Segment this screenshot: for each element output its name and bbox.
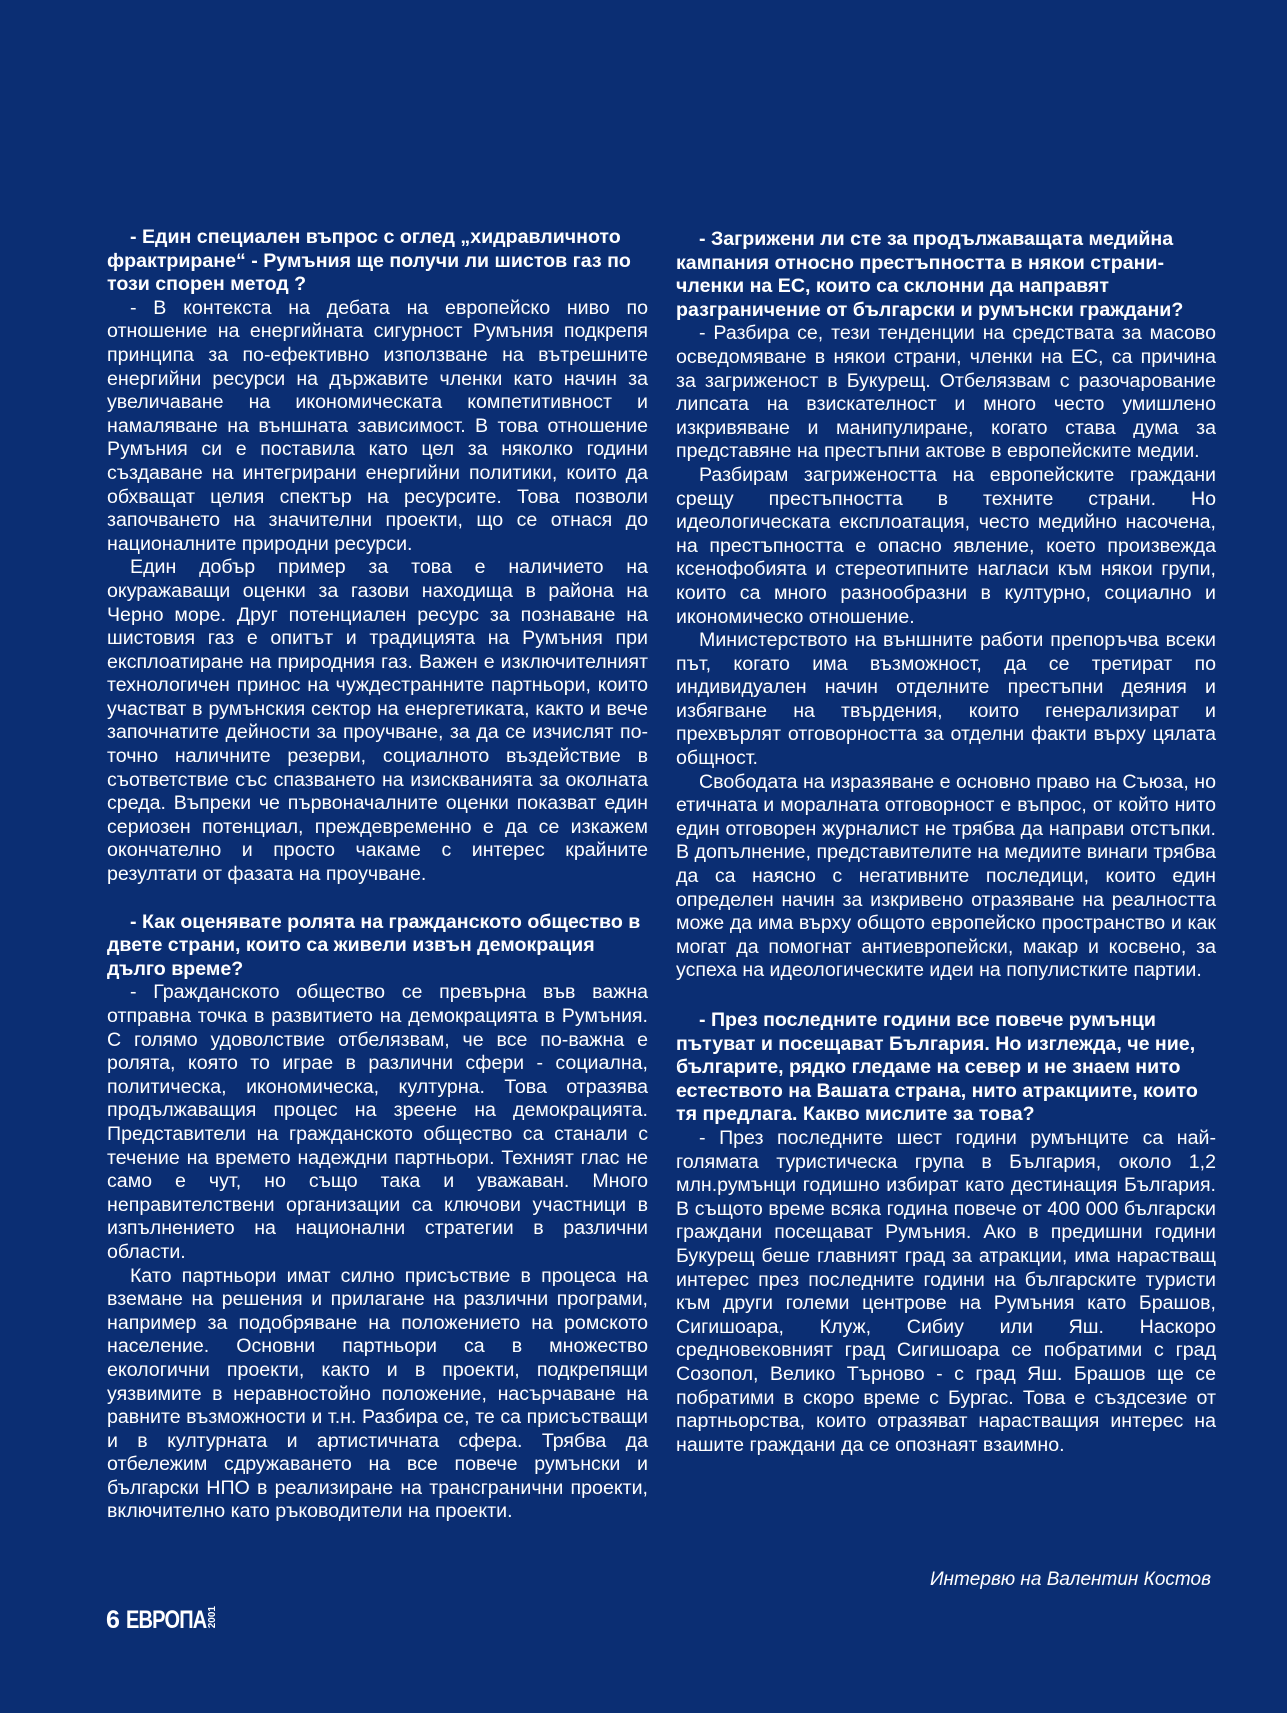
answer-3-paragraph-2: Разбирам загрижеността на европейските граждани срещу престъпността в техните страни. Но идеологическата експлоатация, често медийно насочена, на престъпността е опасно явление, което произвежда ксенофобията и стереотипните нагласи към някои групи, които са много разнообразни в културно, социално и икономическо отношение.	[676, 463, 1216, 628]
question-2: - Как оценявате ролята на гражданското общество в двете страни, които са живели извън демокрация дълго време?	[107, 910, 641, 980]
question-4: - През последните години все повече румънци пътуват и посещават България. Но изглежда, че ние, българите, рядко гледаме на север и не знаем нито естеството на Вашата страна, нито атракциите, които тя предлага. Какво мислите за това?	[676, 1009, 1198, 1126]
question-3: - Загрижени ли сте за продължаващата медийна кампания относно престъпността в някои страни-членки на ЕС, които са склонни да направят разграничение от български и румънски граждани?	[676, 228, 1184, 321]
answer-3-paragraph-4: Свободата на изразяване е основно право на Съюза, но етичната и моралната отговорност е въпрос, от който нито един отговорен журналист не трябва да направи отстъпки. В допълнение, представителите на медиите винаги трябва да са наясно с негативните последици, които един определен начин за изкривено отразяване на реалността може да има върху общото европейско пространство и как могат да помогнат антиевропейски, макар и косвено, за успеха на идеологическите идеи на популистките партии.	[676, 770, 1216, 982]
answer-1-paragraph-2: Един добър пример за това е наличието на окуражаващи оценки за газови находища в района на Черно море. Друг потенциален ресурс за познаване на шистовия газ е опитът и традицията на Румъния при експлоатиране на природния газ. Важен е изключителният технологичен принос на чуждестранните партньори, които участват в румънския сектор на енергетиката, както и вече започнатите дейности за проучване, за да се изчислят по-точно наличните резерви, социалното въздействие в съответствие със спазването на изискванията за околната среда. Въпреки че първоначалните оценки показват един сериозен потенциал, преждевременно е да се изкажем окончателно и просто чакаме с интерес крайните резултати от фазата на проучване.	[107, 556, 648, 886]
answer-1-paragraph-1: - В контекста на дебата на европейско ниво по отношение на енергийната сигурност Румъния подкрепя принципа за по-ефективно използване на вътрешните енергийни ресурси на държавите членки като начин за увеличаване на икономическата компетитивност и намаляване на външната зависимост. В това отношение Румъния си е поставила като цел за няколко години създаване на интегрирани енергийни политики, които да обхващат целия спектър на ресурсите. Това позволи започването на значителни проекти, що се отнася до националните природни ресурси.	[107, 296, 648, 555]
answer-4-paragraph-1: - През последните шест години румънците са най-голямата туристическа група в България, около 1,2 млн.румънци годишно избират като дестинация България. В същото време всяка година повече от 400 000 български граждани посещават Румъния. Ако в предишни години Букурещ беше главният град за атракции, има нарастващ интерес през последните години на българските туристи към други големи центрове на Румъния като Брашов, Сигишоара, Клуж, Сибиу или Яш. Наскоро средновековният град Сигишоара се побратими с град Созопол, Велико Търново - с град Яш. Брашов ще се побратими в скоро време с Бургас. Това е създсезие от партньорства, които отразяват нарастващия интерес на нашите граждани да се опознаят взаимно.	[676, 1126, 1216, 1456]
spacer	[676, 983, 1216, 1009]
spacer	[107, 887, 648, 911]
magazine-logo: ЕВРОПА	[125, 1606, 207, 1635]
answer-3-paragraph-1: - Разбира се, тези тенденции на средствата за масово осведомяване в някои страни, членки на ЕС, са причина за загриженост в Букурещ. Отбелязвам с разочарование липсата на взискателност и много често умишлено изкривяване и манипулиране, когато става дума за представяне на престъпни актове в европейските медии.	[676, 322, 1216, 463]
answer-2-paragraph-2: Като партньори имат силно присъствие в процеса на вземане на решения и прилагане на различни програми, например за подобряване на положението на ромското население. Основни партньори са в множество екологични проекти, както и в проекти, подкрепящи уязвимите в неравностойно положение, насърчаване на равните възможности и т.н. Разбира се, те са присъстващи и в културната и артистичната сфера. Трябва да отбележим сдружаването на все повече румънски и български НПО в реализиране на трансгранични проекти, включително като ръководители на проекти.	[107, 1264, 648, 1523]
answer-2-paragraph-1: - Гражданското общество се превърна във важна отправна точка в развитието на демокрацията в Румъния. С голямо удоволствие отбелязвам, че все по-важна е ролята, която то играе в различни сфери - социална, политическа, икономическа, културна. Това отразява продължаващия процес на зреене на демокрацията. Представители на гражданското общество са станали с течение на времето надеждни партньори. Техният глас не само е чут, но също така и уважаван. Много неправителствени организации са ключови участници в изпълнението на национални стратегии в различни области.	[107, 981, 648, 1263]
question-1: - Един специален въпрос с оглед „хидравличното фрактриране“ - Румъния ще получи ли шистов газ по този спорен метод ?	[107, 226, 631, 296]
magazine-year: 2001	[207, 1606, 219, 1629]
answer-3-paragraph-3: Министерството на външните работи препоръчва всеки път, когато има възможност, да се третират по индивидуален начин отделните престъпни деяния и избягване на твърдения, които генерализират и прехвърлят отговорността за отделни факти върху цялата общност.	[676, 629, 1216, 770]
left-column	[107, 226, 648, 1524]
right-column	[676, 228, 1216, 1457]
page-footer	[106, 1606, 218, 1635]
interview-credit: Интервю на Валентин Костов	[929, 1569, 1211, 1590]
page-number: 6	[106, 1606, 120, 1635]
